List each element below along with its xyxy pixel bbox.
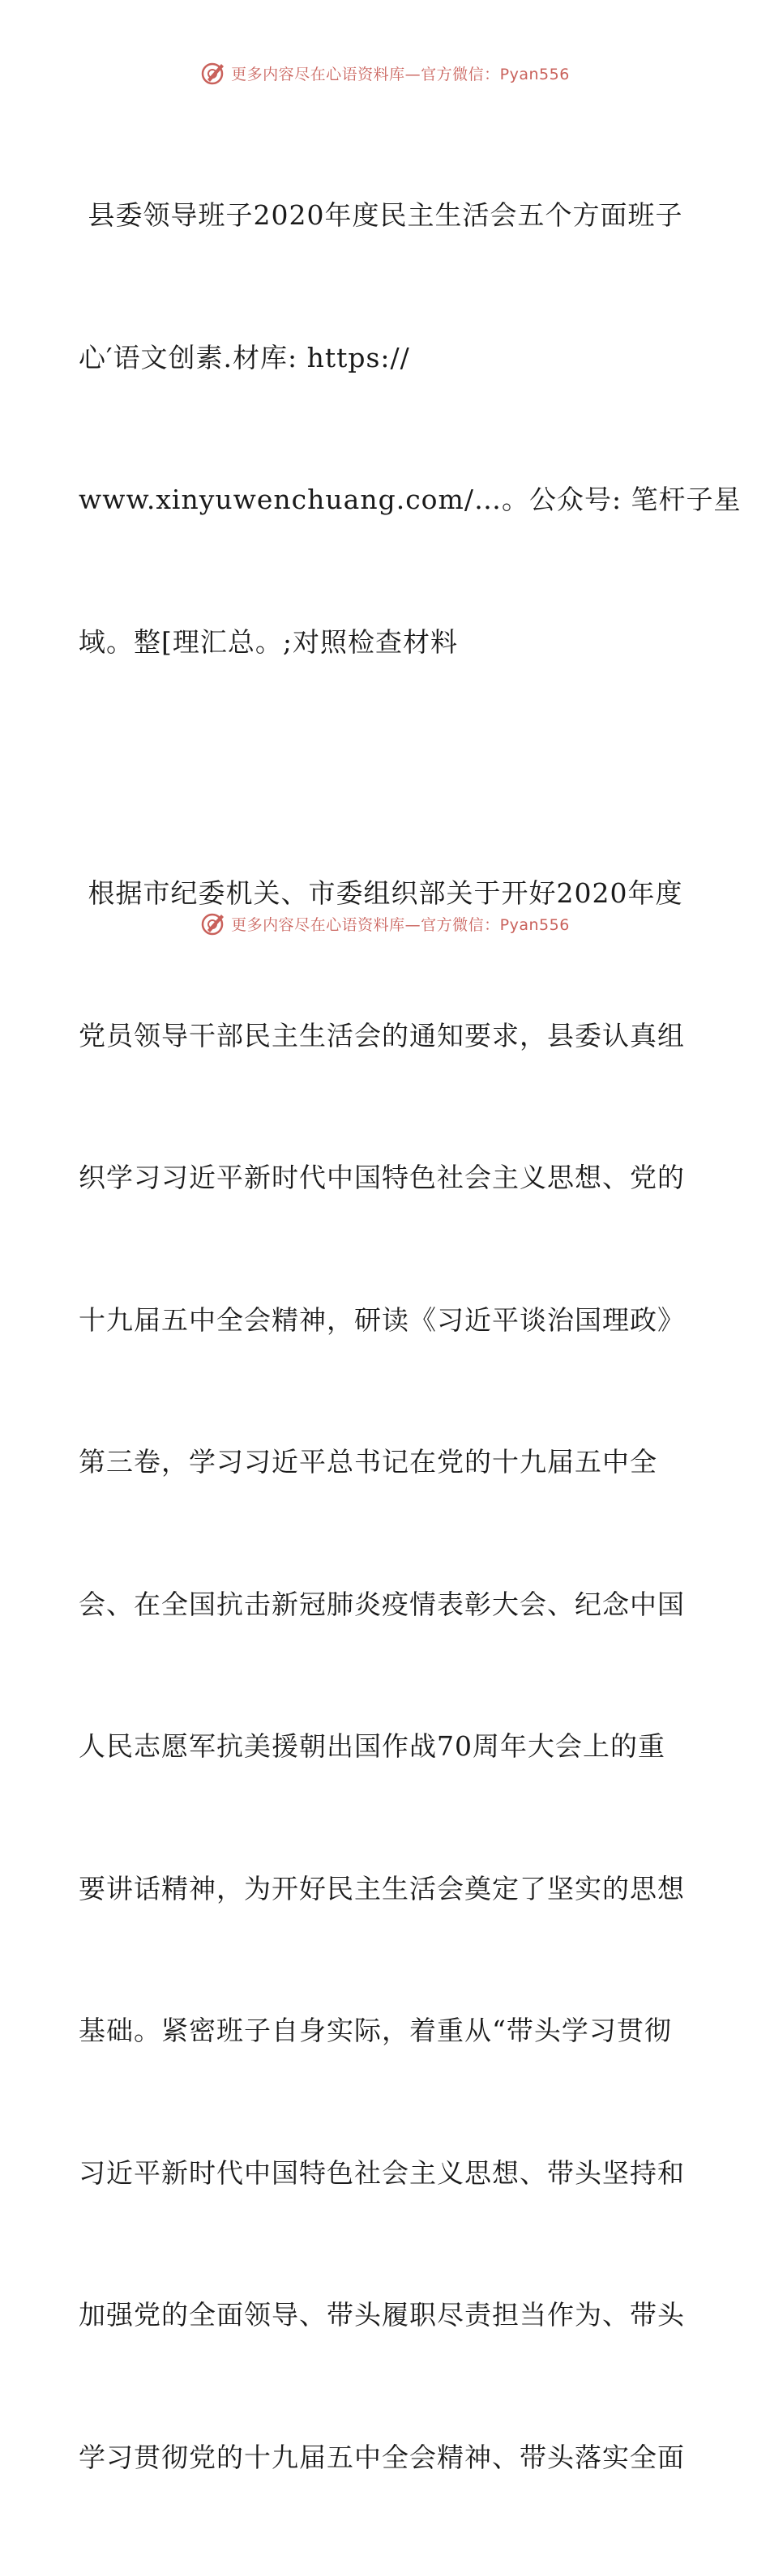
text-line: 第三卷，学习习近平总书记在党的十九届五中全 bbox=[79, 1446, 657, 1478]
text-line: 织学习习近平新时代中国特色社会主义思想、党的 bbox=[79, 1162, 685, 1193]
red-pen-logo-icon bbox=[200, 60, 226, 86]
text-line: 县委领导班子2020年度民主生活会五个方面班子 bbox=[79, 199, 683, 231]
text-line: 要讲话精神，为开好民主生活会奠定了坚实的思想 bbox=[79, 1872, 685, 1904]
document-body bbox=[79, 97, 742, 2576]
text-line: 心′语文创素.材库: https:// bbox=[79, 341, 410, 373]
text-line: 加强党的全面领导、带头履职尽责担当作为、带头 bbox=[79, 2299, 685, 2331]
text-line: 十九届五中全会精神，研读《习近平谈治国理政》 bbox=[79, 1303, 685, 1336]
header-banner-text: 更多内容尽在心语资料库—官方微信：Pyan556 bbox=[231, 65, 570, 83]
text-line: www.xinyuwenchuang.com/…。公众号: 笔杆子星 bbox=[79, 484, 742, 515]
text-line: 会、在全国抗击新冠肺炎疫情表彰大会、纪念中国 bbox=[79, 1588, 685, 1620]
body-paragraph bbox=[79, 775, 695, 2576]
text-line: 学习贯彻党的十九届五中全会精神、带头落实全面 bbox=[79, 2441, 685, 2473]
header-banner bbox=[0, 57, 770, 89]
text-line: 人民志愿军抗美援朝出国作战70周年大会上的重 bbox=[79, 1730, 665, 1762]
text-line: 域。整[理汇总。;对照检查材料 bbox=[79, 625, 458, 658]
red-pen-logo-icon bbox=[200, 911, 226, 936]
text-line: 党员领导干部民主生活会的通知要求，县委认真组 bbox=[79, 1019, 685, 1051]
text-line: 基础。紧密班子自身实际，着重从“带头学习贯彻 bbox=[79, 2015, 672, 2046]
footer-banner bbox=[0, 907, 770, 940]
title-paragraph bbox=[79, 97, 742, 761]
text-line: 习近平新时代中国特色社会主义思想、带头坚持和 bbox=[79, 2156, 685, 2189]
text-line: 根据市纪委机关、市委组织部关于开好2020年度 bbox=[79, 877, 683, 909]
footer-banner-text: 更多内容尽在心语资料库—官方微信：Pyan556 bbox=[231, 915, 570, 934]
